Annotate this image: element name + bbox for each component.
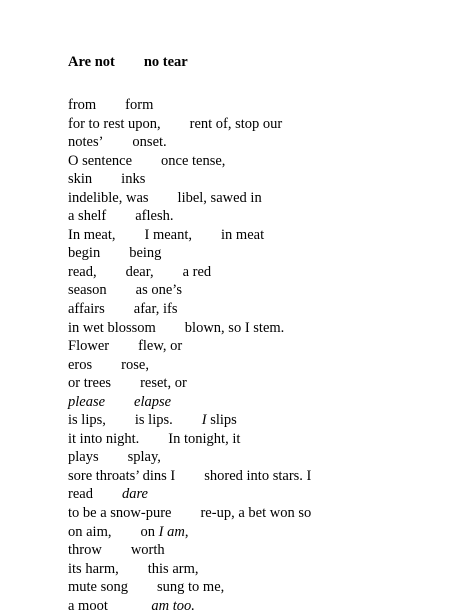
poem-text: O sentence once tense, (68, 152, 226, 169)
poem-text: notes’ onset. (68, 134, 167, 151)
poem-line (68, 207, 448, 226)
poem-text: plays splay, (68, 449, 161, 466)
poem-text: sore throats’ dins I shored into stars. I (68, 467, 312, 484)
poem-text: mute song sung to me, (68, 579, 225, 596)
poem-italic-text: am too. (151, 597, 195, 614)
poem-line (68, 467, 448, 486)
poem-line (68, 133, 448, 152)
poem-text: , (184, 523, 189, 540)
poem-text: to be a snow-pure re-up, a bet won so (68, 505, 312, 522)
poem-line (68, 226, 448, 245)
poem-text: eros rose, (68, 356, 149, 373)
poem-line (68, 374, 448, 393)
poem-line (68, 281, 448, 300)
poem-title: Are not no tear (68, 54, 188, 70)
poem-line (68, 356, 448, 375)
poem-text: it into night. In tonight, it (68, 430, 241, 447)
poem-line (68, 560, 448, 579)
poem-text: for to rest upon, rent of, stop our (68, 115, 283, 132)
poem-text: or trees reset, or (68, 375, 187, 392)
poem-line (68, 504, 448, 523)
poem-line (68, 393, 448, 412)
poem-italic-text: please elapse (68, 393, 172, 410)
poem-line (68, 300, 448, 319)
poem-italic-text: I (201, 412, 207, 429)
poem-text: a moot (68, 597, 152, 614)
poem-text: read, dear, a red (68, 263, 212, 280)
poem-line (68, 485, 448, 504)
poem-line (68, 430, 448, 449)
poem-line (68, 523, 448, 542)
poem-line (68, 337, 448, 356)
poem-text: its harm, this arm, (68, 560, 199, 577)
poem-text: from form (68, 97, 154, 113)
poem-text: affairs afar, ifs (68, 301, 178, 318)
poem-text: begin being (68, 245, 162, 262)
poem-line (68, 448, 448, 467)
poem-line (68, 411, 448, 430)
poem-text: read (68, 486, 122, 503)
poem-line (68, 541, 448, 560)
poem-text: indelible, was libel, sawed in (68, 189, 262, 206)
poem-line (68, 170, 448, 189)
poem-line (68, 96, 448, 115)
poem-line (68, 152, 448, 171)
poem-text: is lips, is lips. (68, 412, 202, 429)
poem-line (68, 319, 448, 338)
poem-text: Flower flew, or (68, 338, 183, 355)
poem-text: on aim, on (68, 523, 159, 540)
poem-line (68, 263, 448, 282)
poem-line (68, 244, 448, 263)
poem-line (68, 578, 448, 597)
poem-text: skin inks (68, 171, 146, 188)
poem-italic-text: I am (158, 523, 185, 540)
poem-line (68, 115, 448, 134)
poem-text: throw worth (68, 542, 165, 559)
poem-text: a shelf aflesh. (68, 208, 174, 225)
poem-body (68, 96, 448, 615)
poem-text: slips (206, 412, 237, 429)
poem-italic-text: dare (121, 486, 148, 503)
poem-text: In meat, I meant, in meat (68, 226, 265, 243)
poem-text: season as one’s (68, 282, 182, 299)
poem-text: in wet blossom blown, so I stem. (68, 319, 285, 336)
poem-line (68, 189, 448, 208)
